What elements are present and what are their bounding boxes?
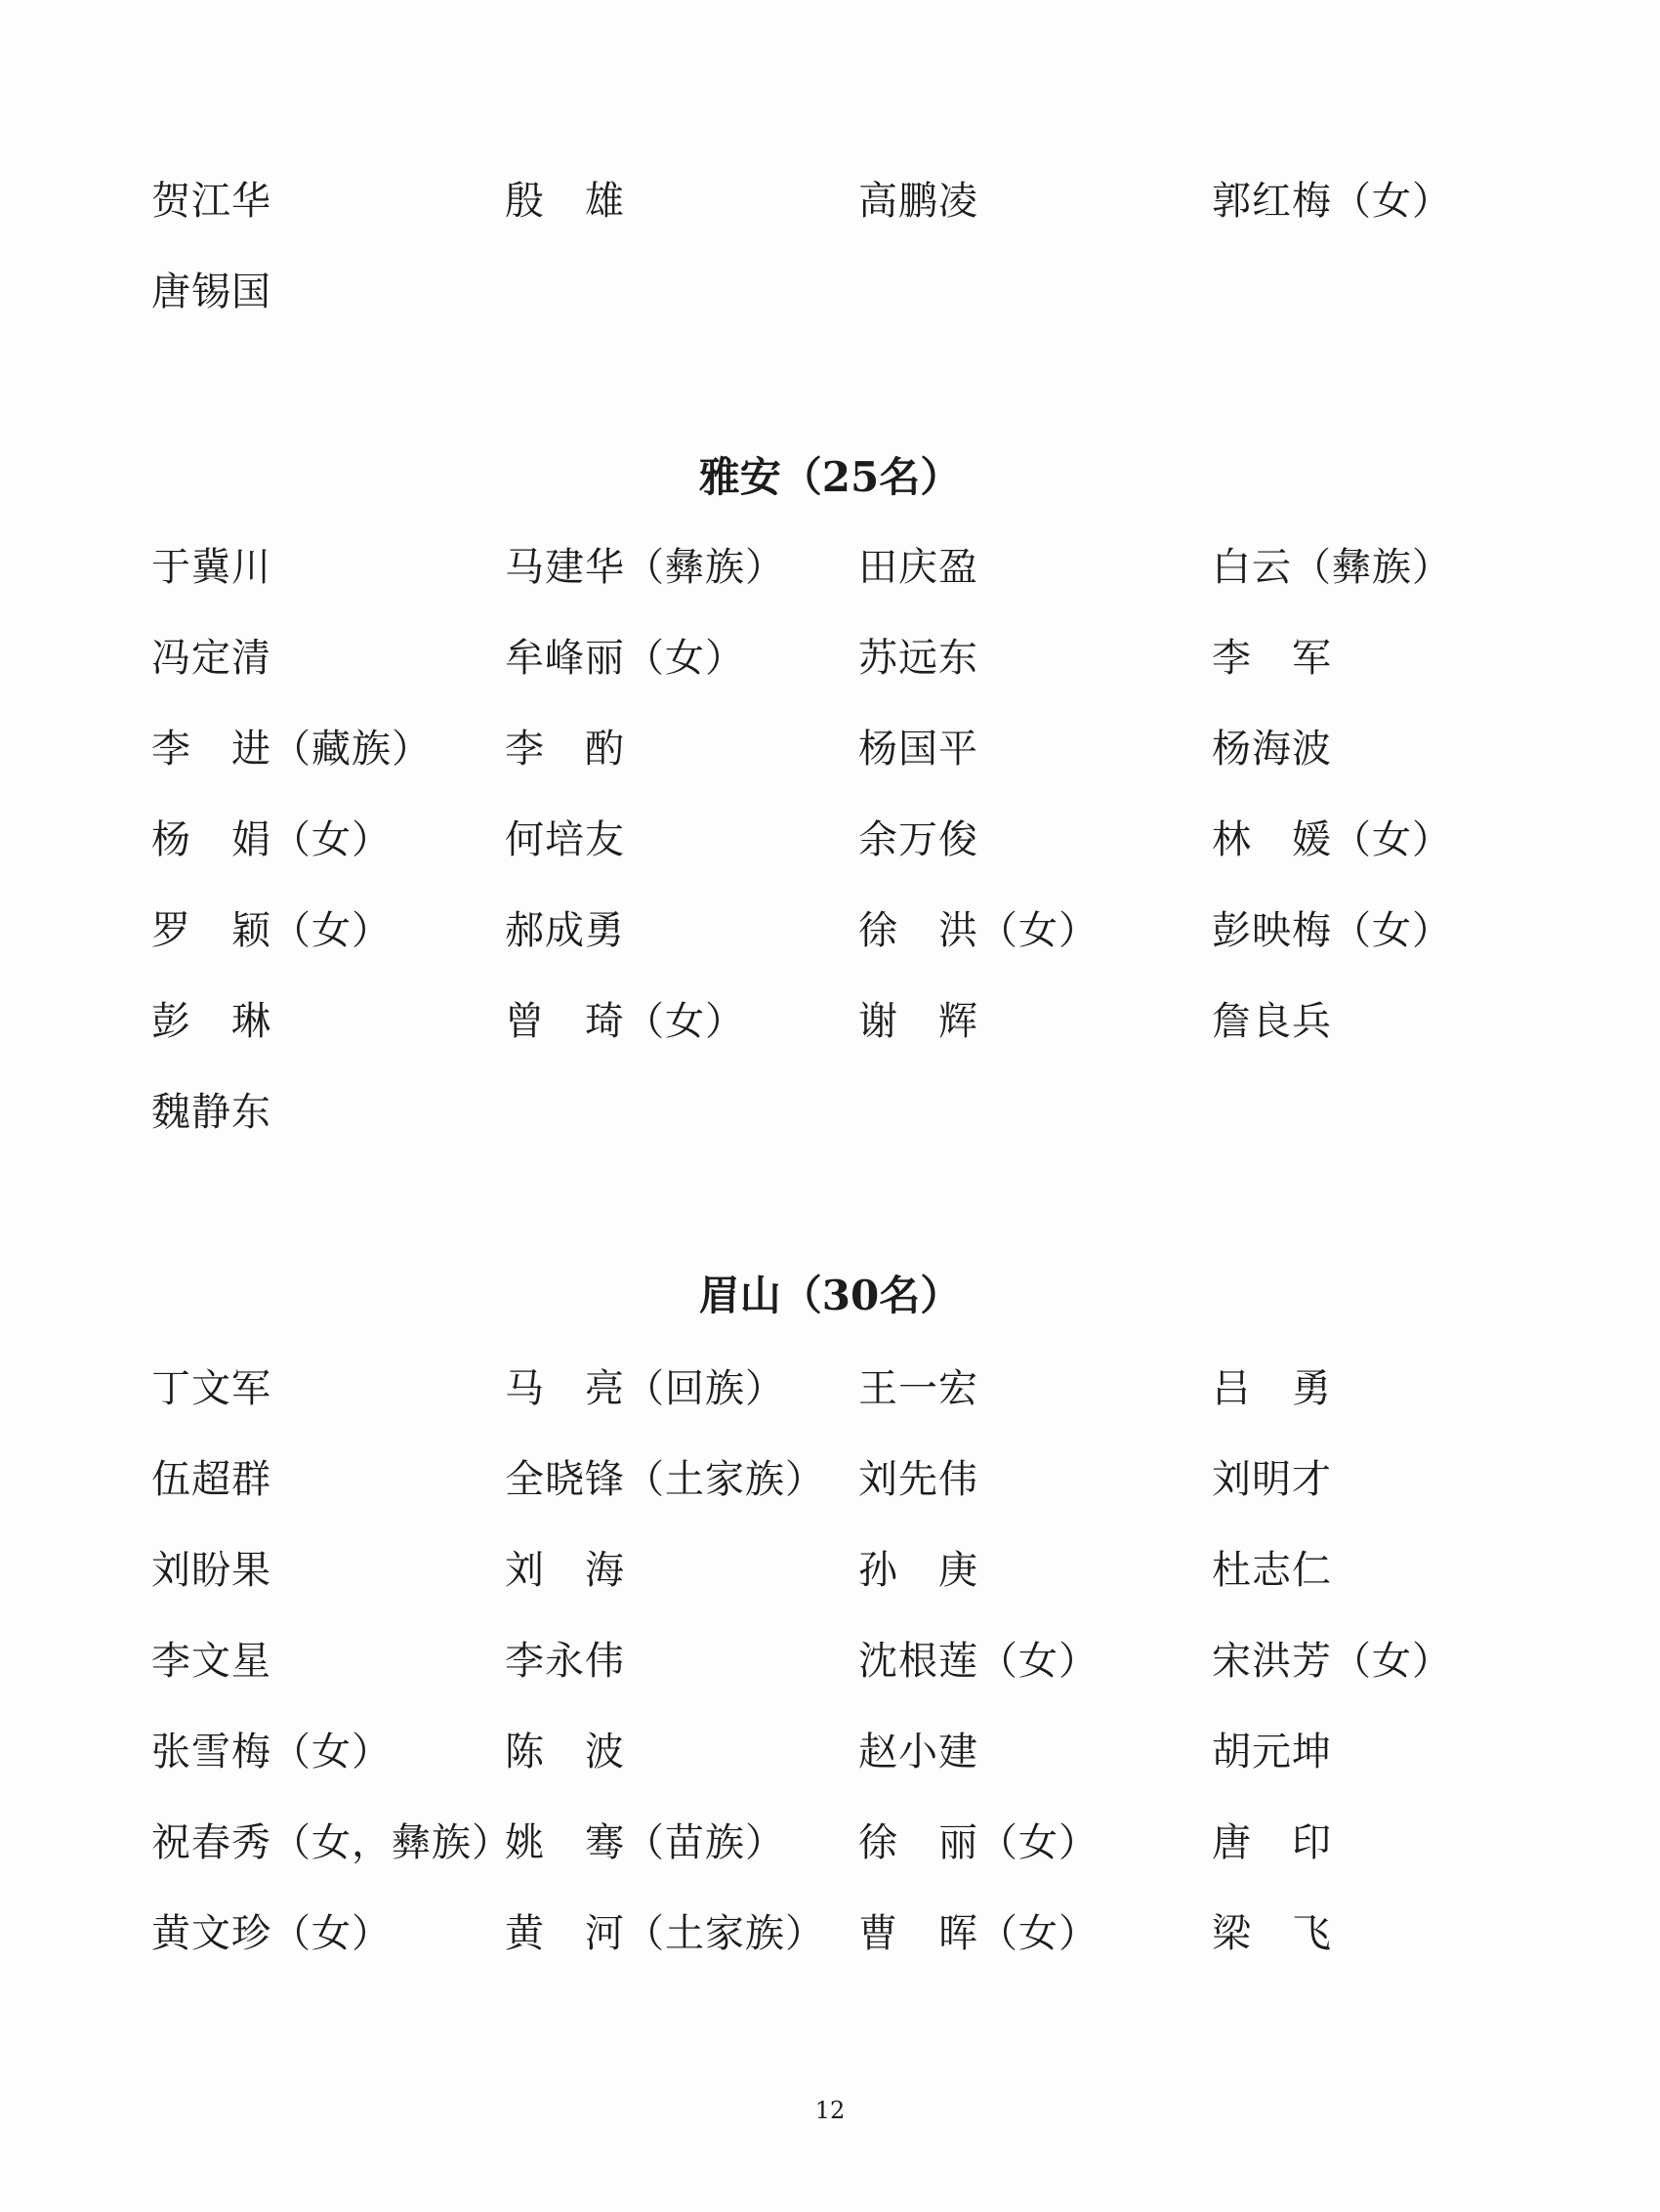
continued-name-list xyxy=(151,172,1518,354)
name-entry: 刘 海 xyxy=(505,1548,625,1593)
name-entry: 冯定清 xyxy=(151,636,271,681)
name-entry: 牟峰丽（女） xyxy=(505,636,745,681)
name-entry: 徐 洪（女） xyxy=(858,908,1099,953)
name-entry: 马建华（彝族） xyxy=(505,545,785,590)
name-entry: 刘盼果 xyxy=(151,1548,271,1593)
name-entry: 赵小建 xyxy=(858,1730,978,1774)
name-entry: 殷 雄 xyxy=(505,179,625,224)
name-entry: 张雪梅（女） xyxy=(151,1730,392,1774)
name-entry: 吕 勇 xyxy=(1212,1366,1332,1411)
name-entry: 李永伟 xyxy=(505,1639,625,1684)
name-entry: 伍超群 xyxy=(151,1457,271,1502)
name-entry: 徐 丽（女） xyxy=(858,1820,1099,1865)
meishan-name-list xyxy=(151,1359,1518,1995)
name-entry: 杨国平 xyxy=(858,727,978,772)
name-entry: 郝成勇 xyxy=(505,908,625,953)
name-entry: 詹良兵 xyxy=(1212,999,1332,1044)
name-entry: 孙 庚 xyxy=(858,1548,978,1593)
name-entry: 高鹏凌 xyxy=(858,179,978,224)
name-entry: 彭映梅（女） xyxy=(1212,908,1452,953)
name-entry: 丁文军 xyxy=(151,1366,271,1411)
name-entry: 刘明才 xyxy=(1212,1457,1332,1502)
name-entry: 刘先伟 xyxy=(858,1457,978,1502)
name-entry: 沈根莲（女） xyxy=(858,1639,1099,1684)
name-entry: 李 酌 xyxy=(505,727,625,772)
name-entry: 王一宏 xyxy=(858,1366,978,1411)
section-title-yaan: 雅安（25名） xyxy=(698,453,962,501)
name-entry: 唐 印 xyxy=(1212,1820,1332,1865)
name-entry: 陈 波 xyxy=(505,1730,625,1774)
name-entry: 梁 飞 xyxy=(1212,1911,1332,1956)
name-entry: 林 媛（女） xyxy=(1212,817,1452,862)
name-entry: 唐锡国 xyxy=(151,270,271,314)
name-entry: 李文星 xyxy=(151,1639,271,1684)
name-entry: 田庆盈 xyxy=(858,545,978,590)
name-entry: 贺江华 xyxy=(151,179,271,224)
name-entry: 全晓锋（土家族） xyxy=(505,1457,825,1502)
name-entry: 谢 辉 xyxy=(858,999,978,1044)
name-entry: 郭红梅（女） xyxy=(1212,179,1452,224)
name-entry: 黄 河（土家族） xyxy=(505,1911,825,1956)
name-entry: 姚 骞（苗族） xyxy=(505,1820,785,1865)
name-entry: 宋洪芳（女） xyxy=(1212,1639,1452,1684)
name-entry: 曾 琦（女） xyxy=(505,999,745,1044)
name-entry: 祝春秀（女，彝族） xyxy=(151,1820,512,1865)
name-entry: 魏静东 xyxy=(151,1090,271,1135)
name-entry: 黄文珍（女） xyxy=(151,1911,392,1956)
name-entry: 杜志仁 xyxy=(1212,1548,1332,1593)
name-entry: 彭 琳 xyxy=(151,999,271,1044)
name-entry: 何培友 xyxy=(505,817,625,862)
section-title-meishan: 眉山（30名） xyxy=(698,1272,962,1319)
name-entry: 于冀川 xyxy=(151,545,271,590)
name-entry: 余万俊 xyxy=(858,817,978,862)
name-entry: 杨 娟（女） xyxy=(151,817,392,862)
name-entry: 李 军 xyxy=(1212,636,1332,681)
yaan-name-list xyxy=(151,538,1518,1174)
name-entry: 李 进（藏族） xyxy=(151,727,432,772)
name-entry: 马 亮（回族） xyxy=(505,1366,785,1411)
name-entry: 杨海波 xyxy=(1212,727,1332,772)
name-entry: 胡元坤 xyxy=(1212,1730,1332,1774)
name-entry: 白云（彝族） xyxy=(1212,545,1452,590)
name-entry: 罗 颖（女） xyxy=(151,908,392,953)
page-number: 12 xyxy=(814,2097,846,2124)
name-entry: 苏远东 xyxy=(858,636,978,681)
name-entry: 曹 晖（女） xyxy=(858,1911,1099,1956)
